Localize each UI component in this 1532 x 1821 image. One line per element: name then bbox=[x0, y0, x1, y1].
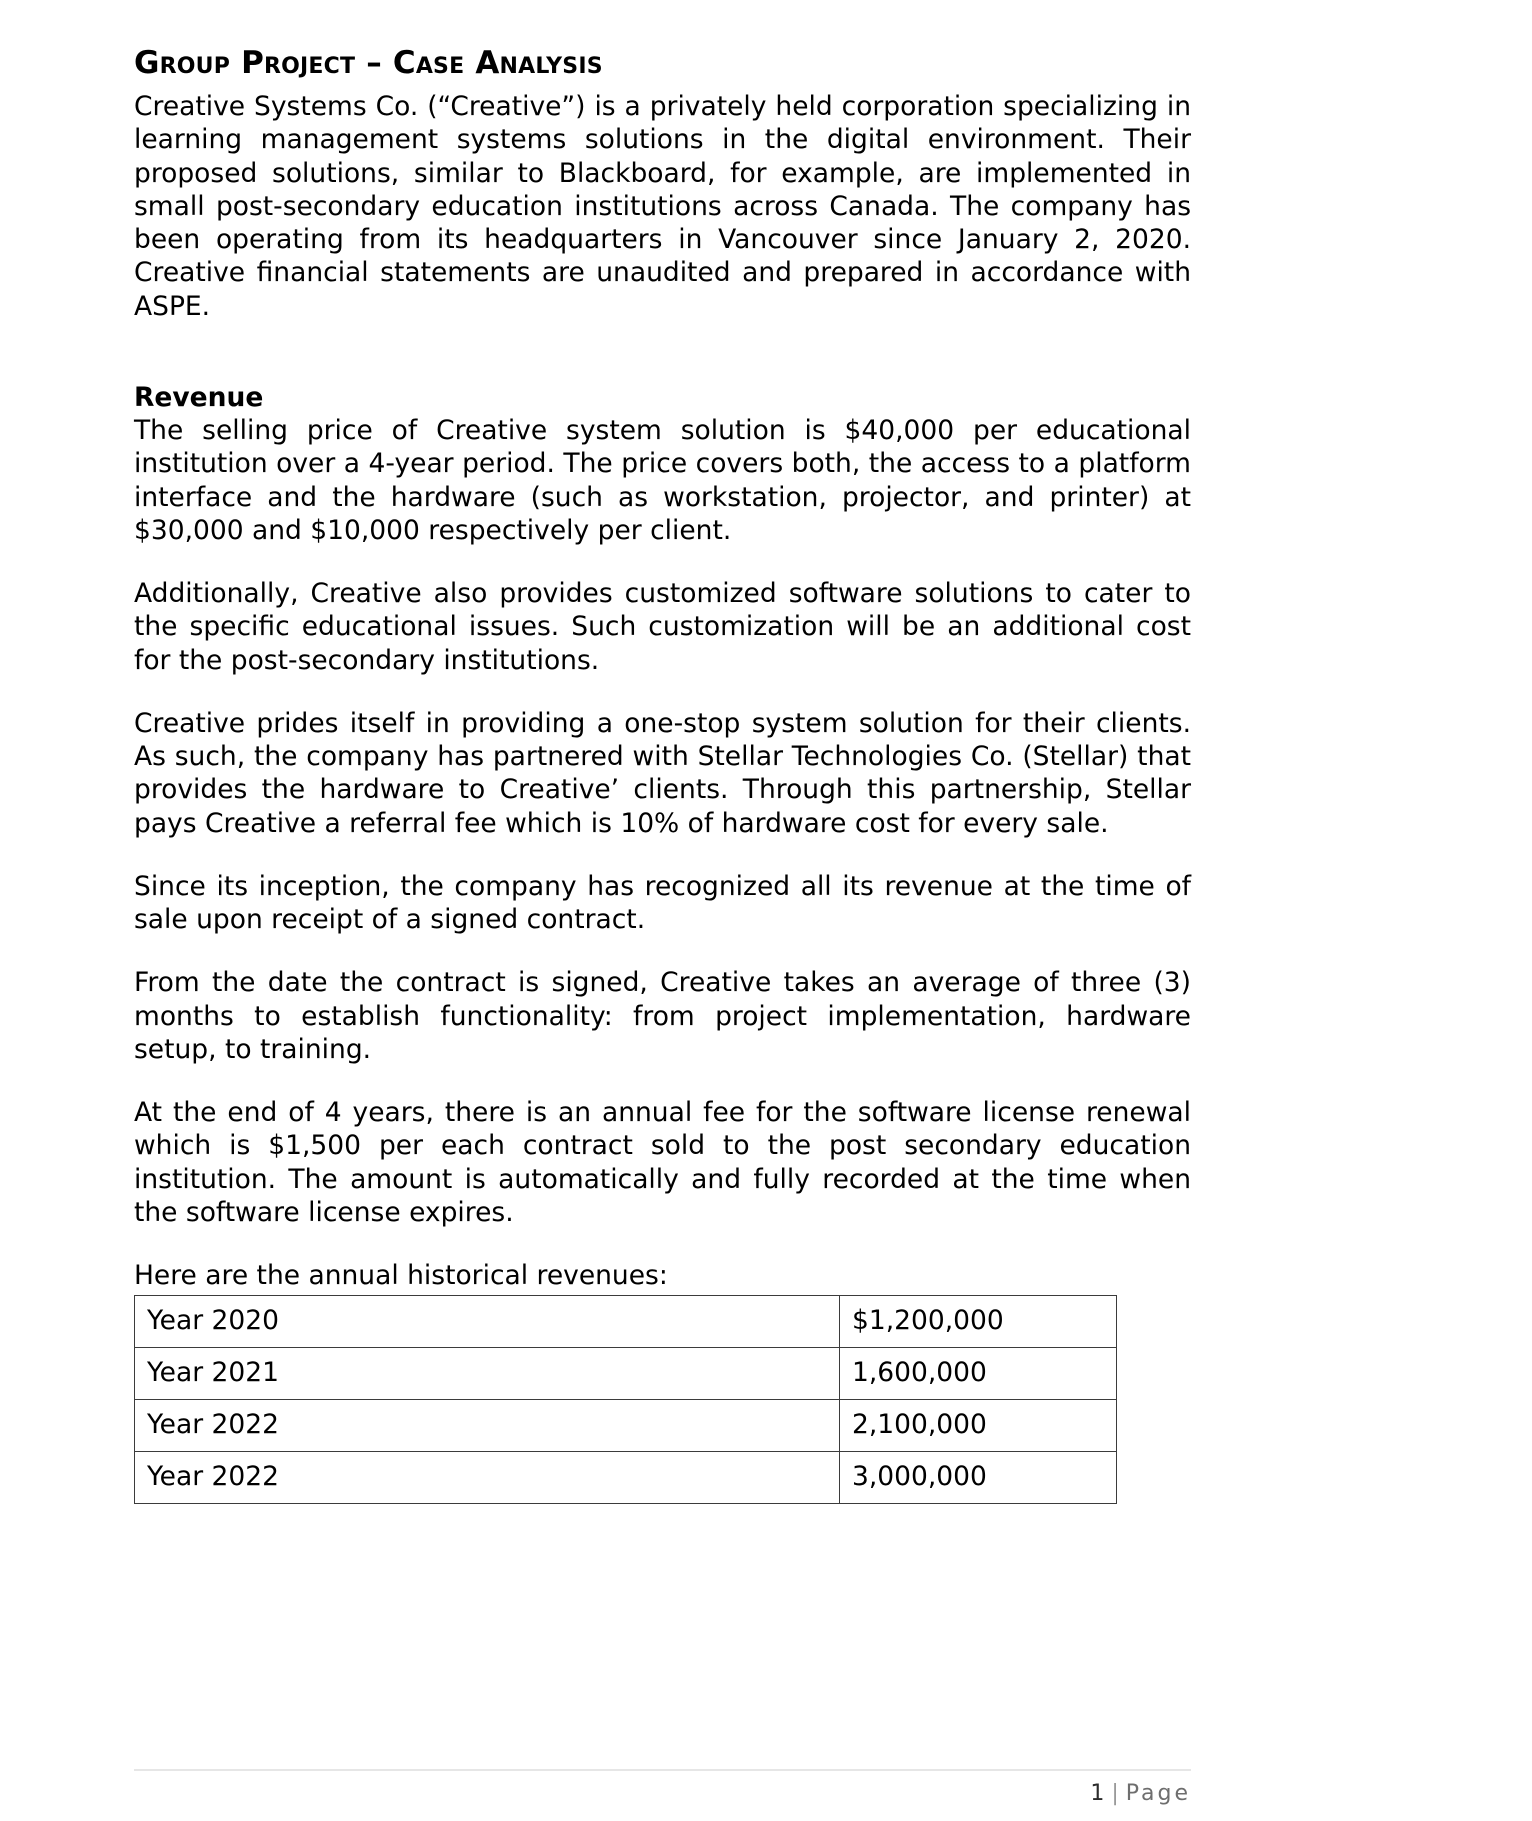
footer-separator: | bbox=[1111, 1780, 1119, 1806]
revenue-table-intro: Here are the annual historical revenues: bbox=[134, 1260, 668, 1292]
table-cell-amount: $1,200,000 bbox=[840, 1296, 1117, 1348]
page-title: Group Project – Case Analysis bbox=[134, 45, 603, 81]
table-row bbox=[135, 1452, 1117, 1504]
table-row bbox=[135, 1348, 1117, 1400]
table-cell-amount: 2,100,000 bbox=[840, 1400, 1117, 1452]
footer-divider bbox=[134, 1769, 1191, 1771]
footer-page-word: Page bbox=[1125, 1780, 1191, 1806]
document-content bbox=[134, 46, 1191, 1504]
table-cell-year: Year 2022 bbox=[135, 1400, 840, 1452]
table-row bbox=[135, 1400, 1117, 1452]
table-cell-year: Year 2022 bbox=[135, 1452, 840, 1504]
table-cell-amount: 3,000,000 bbox=[840, 1452, 1117, 1504]
revenue-paragraph-2: Additionally, Creative also provides customized software solutions to cater to the specific educational issues. Such customization will be an additional cost for the post-secondary institutions. bbox=[134, 578, 1191, 676]
revenue-paragraph-4: Since its inception, the company has recognized all its revenue at the time of sale upon receipt of a signed contract. bbox=[134, 870, 1191, 936]
page-footer bbox=[134, 1769, 1398, 1807]
table-row bbox=[135, 1296, 1117, 1348]
revenue-paragraph-1: The selling price of Creative system solution is $40,000 per educational institution over a 4-year period. The price covers both, the access to a platform interface and the hardware (such as workstation, projector, and printer) at $30,000 and $10,000 respectively per client. bbox=[134, 415, 1191, 546]
table-cell-year: Year 2021 bbox=[135, 1348, 840, 1400]
table-cell-amount: 1,600,000 bbox=[840, 1348, 1117, 1400]
intro-paragraph: Creative Systems Co. (“Creative”) is a privately held corporation specializing in learning management systems solutions in the digital environment. Their proposed solutions, similar to Blackboard, for example, are implemented in small post-secondary education institutions across Canada. The company has been operating from its headquarters in Vancouver since January 2, 2020. Creative financial statements are unaudited and prepared in accordance with ASPE. bbox=[134, 91, 1191, 322]
footer-page-number: 1 bbox=[1090, 1780, 1105, 1806]
revenue-paragraph-5: From the date the contract is signed, Creative takes an average of three (3) months to establish functionality: from project implementation, hardware setup, to training. bbox=[134, 967, 1191, 1065]
historical-revenue-table bbox=[134, 1295, 1117, 1504]
revenue-paragraph-3: Creative prides itself in providing a one-stop system solution for their clients. As such, the company has partnered with Stellar Technologies Co. (Stellar) that provides the hardware to Creative’ clients. Through this partnership, Stellar pays Creative a referral fee which is 10% of hardware cost for every sale. bbox=[134, 707, 1191, 839]
revenue-section-heading: Revenue bbox=[134, 381, 264, 413]
revenue-paragraph-6: At the end of 4 years, there is an annual fee for the software license renewal which is $1,500 per each contract sold to the post secondary education institution. The amount is automatically and fully recorded at the time when the software license expires. bbox=[134, 1097, 1191, 1228]
section-spacer bbox=[134, 323, 1191, 381]
table-cell-year: Year 2020 bbox=[135, 1296, 840, 1348]
footer-page-indicator bbox=[134, 1781, 1191, 1807]
